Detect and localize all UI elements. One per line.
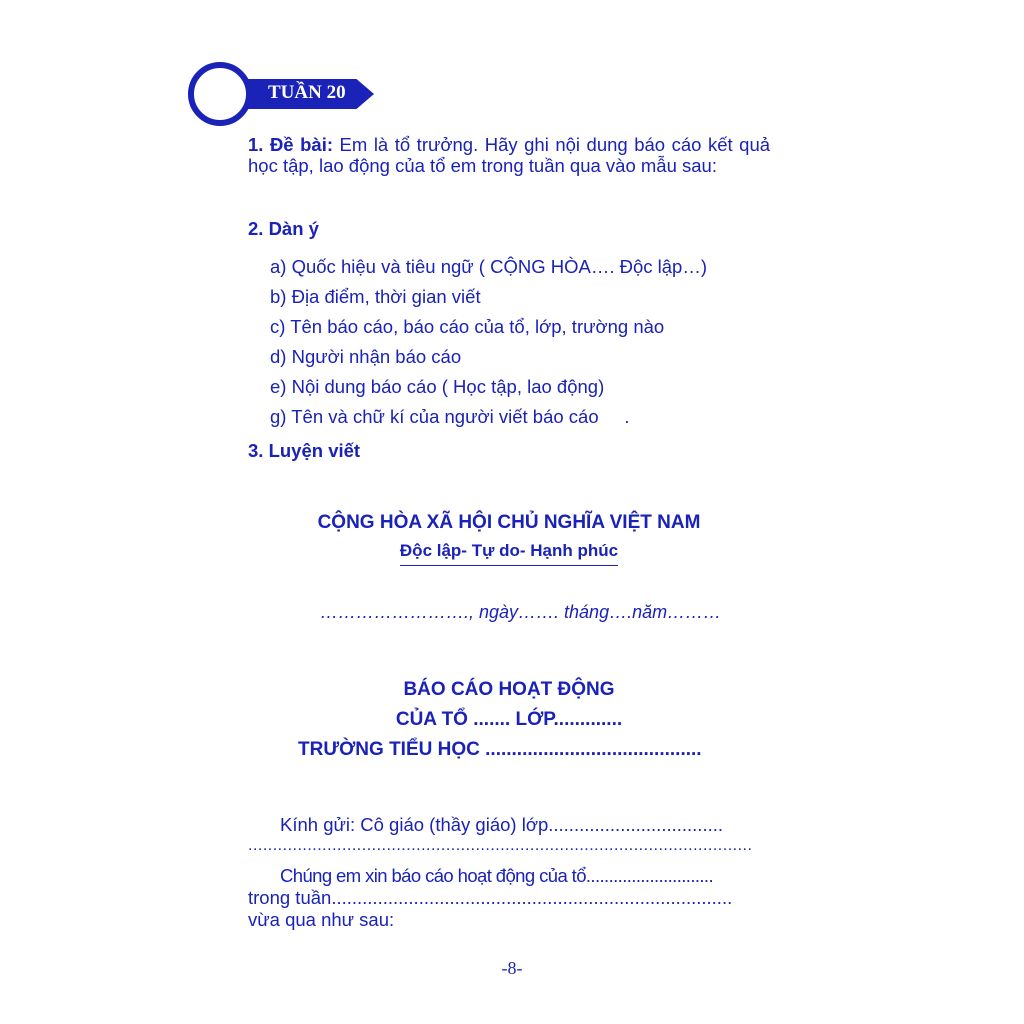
motto-underline bbox=[400, 565, 618, 566]
group-line: CỦA TỔ ....... LỚP............. bbox=[395, 709, 623, 730]
outline-item: e) Nội dung báo cáo ( Học tập, lao động) bbox=[270, 376, 605, 397]
report-title: BÁO CÁO HOẠT ĐỘNG bbox=[403, 679, 615, 700]
outline-heading: 2. Dàn ý bbox=[248, 218, 319, 239]
exercise-text: Em là tổ trưởng. Hãy ghi nội dung báo cáo kết quả học tập, lao động của tổ em trong tuần qua vào mẫu sau: bbox=[248, 134, 771, 176]
dotted-line: ...................................................................................................... bbox=[248, 837, 753, 854]
page-number: -8- bbox=[501, 958, 523, 978]
date-line: ……………………., ngày……. tháng….năm……… bbox=[320, 602, 722, 622]
outline-item: b) Địa điểm, thời gian viết bbox=[270, 286, 481, 307]
report-intro: Chúng em xin báo cáo hoạt động của tổ............................ bbox=[280, 865, 714, 886]
practice-heading: 3. Luyện viết bbox=[248, 440, 361, 461]
school-line: TRƯỜNG TIỂU HỌC ......................................... bbox=[298, 739, 702, 760]
closing-line: vừa qua như sau: bbox=[248, 909, 395, 930]
week-label: TUẦN 20 bbox=[268, 82, 346, 103]
recipient-line: Kính gửi: Cô giáo (thầy giáo) lớp.................................. bbox=[280, 814, 723, 835]
national-title: CỘNG HÒA XÃ HỘI CHỦ NGHĨA VIỆT NAM bbox=[317, 512, 701, 533]
circle-icon bbox=[188, 62, 252, 126]
outline-item: c) Tên báo cáo, báo cáo của tổ, lớp, trường nào bbox=[270, 316, 665, 337]
outline-item: g) Tên và chữ kí của người viết báo cáo . bbox=[270, 406, 630, 427]
motto: Độc lập- Tự do- Hạnh phúc bbox=[399, 541, 619, 560]
week-line: trong tuần.............................................................................. bbox=[248, 887, 733, 908]
week-badge bbox=[188, 62, 378, 126]
exercise-section bbox=[248, 134, 770, 176]
exercise-heading: 1. Đề bài: bbox=[248, 134, 334, 155]
outline-item: a) Quốc hiệu và tiêu ngữ ( CỘNG HÒA…. Độc lập…) bbox=[270, 256, 708, 277]
outline-item: d) Người nhận báo cáo bbox=[270, 346, 462, 367]
